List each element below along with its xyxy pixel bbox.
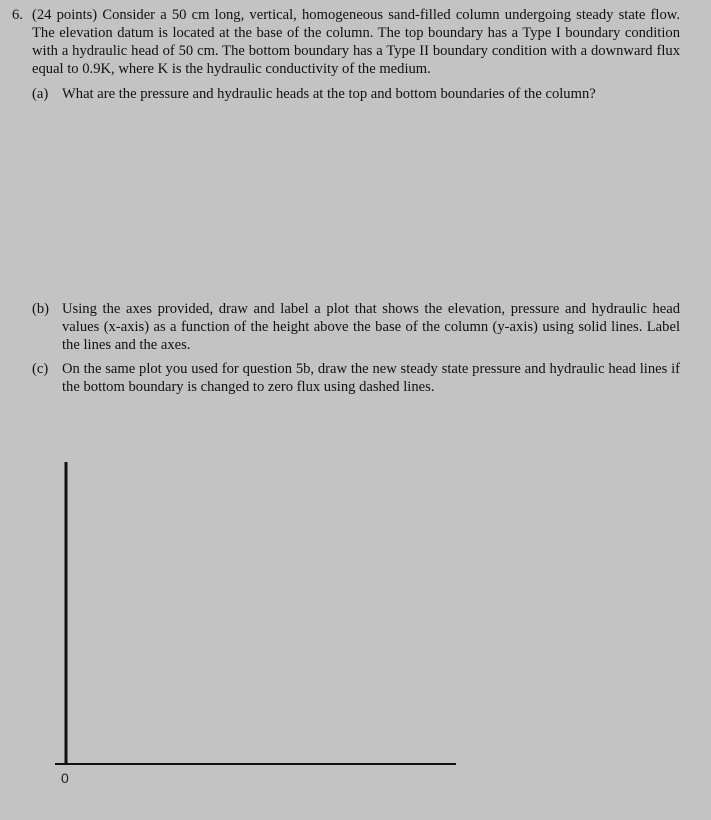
part-c-text: On the same plot you used for question 5b, draw the new steady state pressure and hydraulic head lines if the bottom boundary is changed to zero flux using dashed lines. [62,361,680,395]
question-number: 6. [12,7,23,23]
question-text: (24 points) Consider a 50 cm long, vertical, homogeneous sand-filled column undergoing steady state flow. The elevation datum is located at the base of the column. The top boundary has a Type I boundary condition with a hydraulic head of 50 cm. The bottom boundary has a Type II boundary condition with a downward flux equal to 0.9K, where K is the hydraulic conductivity of the medium. [32,7,680,77]
part-b-label: (b) [32,301,50,317]
part-b-text: Using the axes provided, draw and label a plot that shows the elevation, pressure and hydraulic head values (x-axis) as a function of the height above the base of the column (y-axis) using solid lines. Label the lines and the axes. [62,301,680,353]
part-a-label: (a) [32,86,49,102]
part-c-label: (c) [32,361,49,377]
part-a-text: What are the pressure and hydraulic heads at the top and bottom boundaries of the column? [62,86,596,102]
plot-origin-label: 0 [61,770,69,786]
